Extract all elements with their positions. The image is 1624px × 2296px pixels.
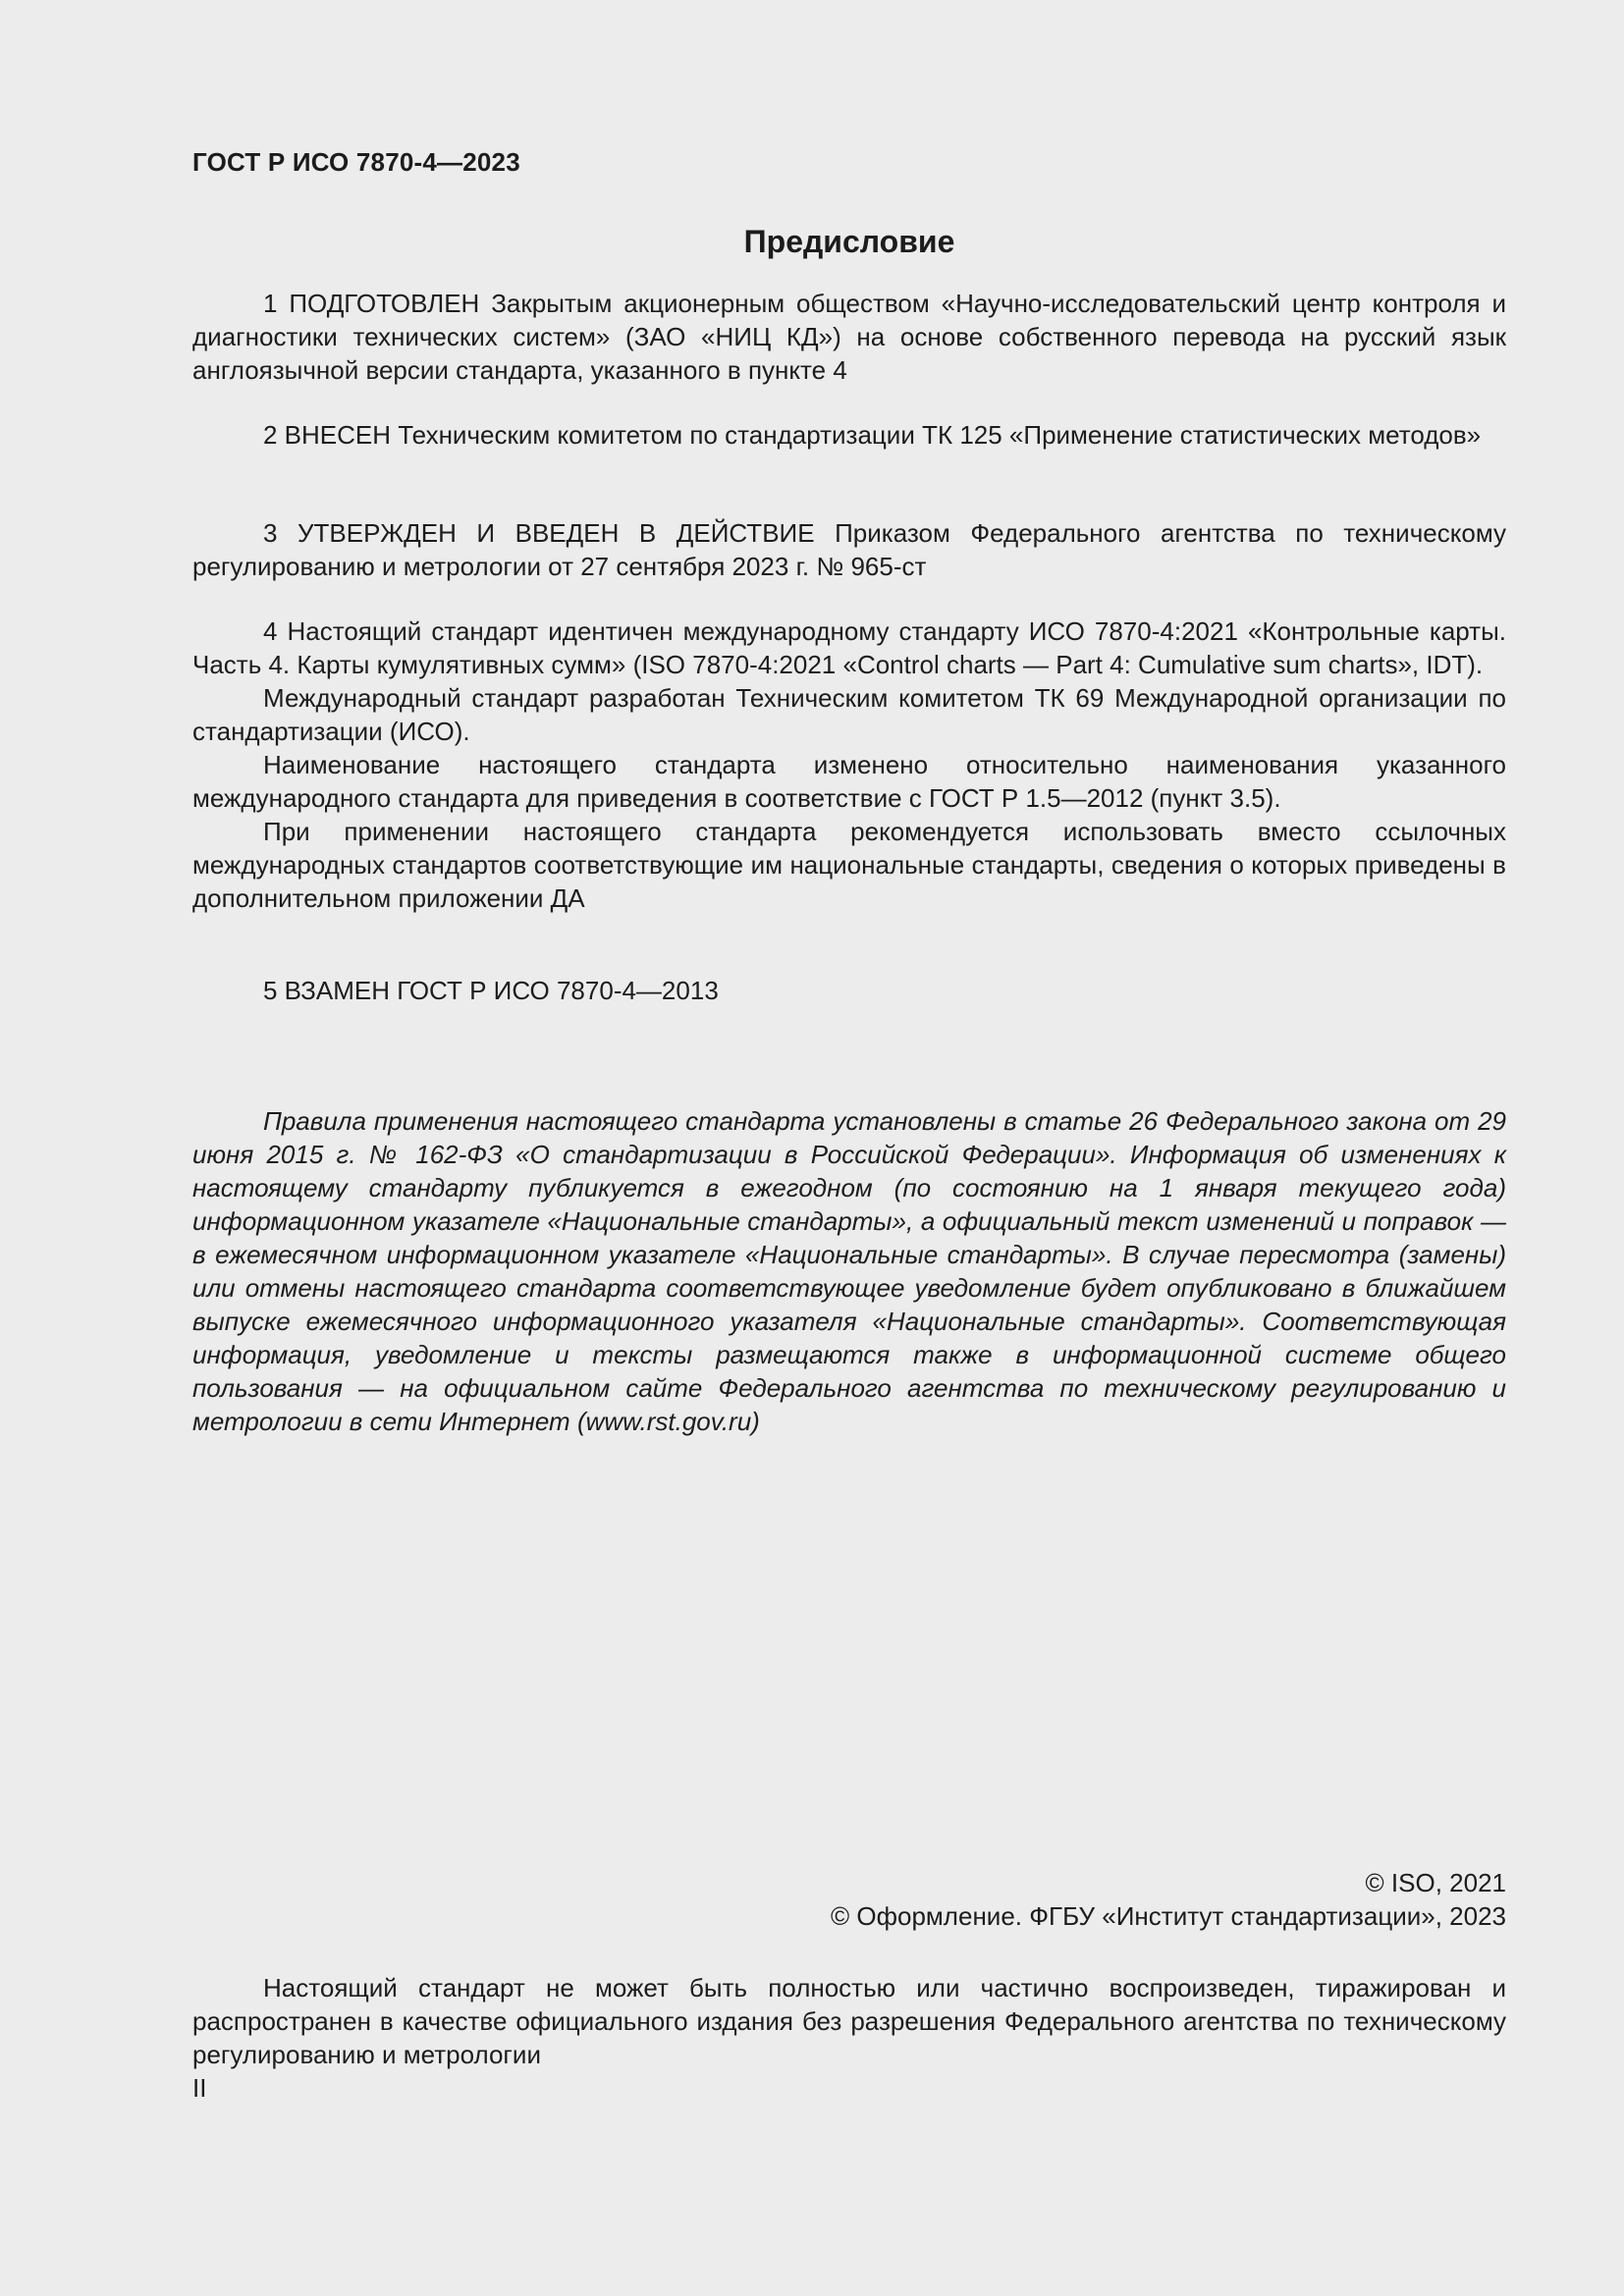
document-code-header: ГОСТ Р ИСО 7870-4—2023 xyxy=(192,147,520,177)
reproduction-notice-text: Настоящий стандарт не может быть полностью или частично воспроизведен, тиражирован и распространен в качестве официального издания без разрешения Федерального агентства по техническому регулированию и метрологии xyxy=(192,1973,1506,2069)
page-number: II xyxy=(192,2073,207,2103)
foreword-item-3-text: 3 УТВЕРЖДЕН И ВВЕДЕН В ДЕЙСТВИЕ Приказом Федерального агентства по техническому регулированию и метрологии от 27 сентября 2023 г. № 965-ст xyxy=(192,518,1506,581)
rules-notice xyxy=(192,1104,1506,1438)
copyright-iso: © ISO, 2021 xyxy=(1365,1868,1506,1897)
foreword-item-3 xyxy=(192,516,1506,583)
foreword-item-1-text: 1 ПОДГОТОВЛЕН Закрытым акционерным обществом «Научно-исследовательский центр контроля и диагностики технических систем» (ЗАО «НИЦ КД») на основе собственного перевода на русский язык англоязычной версии стандарта, указанного в пункте 4 xyxy=(192,289,1506,385)
foreword-item-4-paragraph: Наименование настоящего стандарта изменено относительно наименования указанного международного стандарта для приведения в соответствие с ГОСТ Р 1.5—2012 (пункт 3.5). xyxy=(192,750,1506,813)
rules-notice-text: Правила применения настоящего стандарта установлены в статье 26 Федерального закона от 29 июня 2015 г. № 162-ФЗ «О стандартизации в Российской Федерации». Информация об изменениях к настоящему стандарту публикуется в ежегодном (по состоянию на 1 января текущего года) информационном указателе «Национальные стандарты», а официальный текст изменений и поправок — в ежемесячном информационном указателе «Национальные стандарты». В случае пересмотра (замены) или отмены настоящего стандарта соответствующее уведомление будет опубликовано в ближайшем выпуске ежемесячного информационного указателя «Национальные стандарты». Соответствующая информация, уведомление и тексты размещаются также в информационной системе общего пользования — на официальном сайте Федерального агентства по техническому регулированию и метрологии в сети Интернет (www.rst.gov.ru) xyxy=(192,1106,1506,1436)
foreword-item-4-paragraph: 4 Настоящий стандарт идентичен международному стандарту ИСО 7870-4:2021 «Контрольные карты. Часть 4. Карты кумулятивных сумм» (ISO 7870-4:2021 «Control charts — Part 4: Cumulative sum charts», IDT). xyxy=(192,616,1506,679)
foreword-item-5-text: 5 ВЗАМЕН ГОСТ Р ИСО 7870-4—2013 xyxy=(263,976,719,1005)
foreword-item-4-paragraph: Международный стандарт разработан Техническим комитетом ТК 69 Международной организации по стандартизации (ИСО). xyxy=(192,683,1506,746)
foreword-item-4 xyxy=(192,614,1506,915)
foreword-item-1 xyxy=(192,287,1506,387)
foreword-item-2-text: 2 ВНЕСЕН Техническим комитетом по стандартизации ТК 125 «Применение статистических методов» xyxy=(263,420,1482,450)
foreword-item-2 xyxy=(192,418,1506,452)
reproduction-notice xyxy=(192,1971,1506,2071)
foreword-item-4-paragraph: При применении настоящего стандарта рекомендуется использовать вместо ссылочных международных стандартов соответствующие им национальные стандарты, сведения о которых приведены в дополнительном приложении ДА xyxy=(192,817,1506,913)
page-title: Предисловие xyxy=(743,224,955,259)
copyright-block xyxy=(192,1866,1506,1933)
foreword-item-5 xyxy=(192,974,1506,1007)
copyright-design: © Оформление. ФГБУ «Институт стандартизации», 2023 xyxy=(831,1901,1506,1931)
